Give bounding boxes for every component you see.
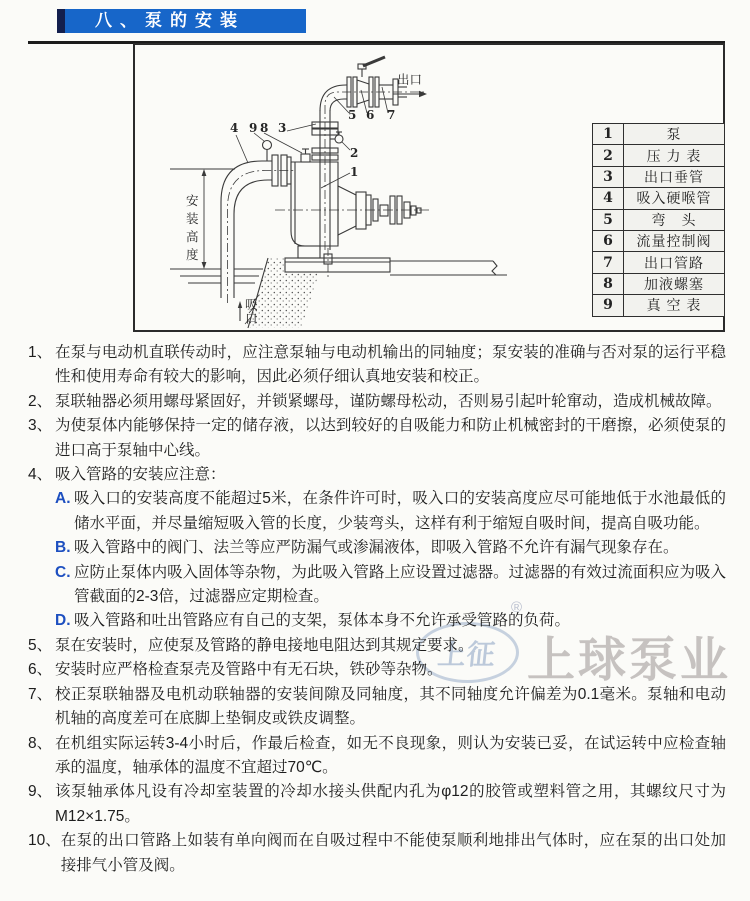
subitem-text: 吸入管路中的阀门、法兰等应严防漏气或渗漏液体，即吸入管路不允许有漏气现象存在。 [74,539,679,557]
callout-4: 4 [230,121,239,135]
part-no: 4 [593,188,624,209]
part-name: 泵 [624,124,725,145]
callout-2: 2 [350,146,359,160]
item-number: 4、 [28,466,53,484]
parts-table-row [593,273,725,294]
item-text: 校正泵联轴器及电机动联轴器的安装间隙及同轴度，其不同轴度允许偏差为0.1毫米。泵轴和电动机轴的高度差可在底脚上垫铜皮或铁皮调整。 [55,685,726,728]
callout-5: 5 [348,108,357,122]
section-title-bar [57,9,306,33]
item-number: 2、 [28,392,53,410]
callout-6: 6 [366,108,375,122]
item-number: 7、 [28,685,53,703]
item-number: 1、 [28,344,53,361]
item-text: 在泵的出口管路上如装有单向阀而在自吸过程中不能使泵顺利地排出气体时，应在泵的出口处加接排气小管及阀。 [60,832,726,874]
parts-table-row [593,188,725,209]
part-name: 吸入硬喉管 [624,188,725,209]
install-height-dimension [170,169,235,269]
subitem-letter: D. [55,612,71,630]
instruction-subitem [55,487,726,536]
parts-table [592,123,725,317]
instruction-item [28,341,726,390]
suction-arrow [238,301,242,321]
part-no: 6 [593,230,624,251]
parts-table-row [593,124,725,145]
item-number: 10、 [28,832,61,850]
part-no: 5 [593,209,624,230]
instruction-list [28,341,726,878]
watermark-badge-text: 上征 [436,638,498,670]
item-text: 泵联轴器必须用螺母紧固好，并锁紧螺母，谨防螺母松动，否则易引起叶轮窜动，造成机械故障。 [55,392,722,410]
part-name: 出口垂管 [624,166,725,187]
part-no: 1 [593,124,624,145]
callout-7: 7 [387,108,396,122]
item-text: 该泵轴承体凡设有冷却室装置的冷却水接头供配内孔为φ12的胶管或塑料管之用，其螺纹尺寸为M12×1.75。 [55,783,726,825]
callout-1: 1 [350,165,359,179]
height-label-char4: 度 [186,248,199,262]
registered-mark-icon: ® [511,599,523,616]
instruction-subitem [55,536,726,560]
height-label-char2: 装 [186,212,199,226]
part-no: 2 [593,145,624,166]
item-number: 5、 [28,636,53,654]
item-number: 6、 [28,661,53,679]
subitem-text: 应防止泵体内吸入固体等杂物，为此吸入管路上应设置过滤器。过滤器的有效过流面积应为吸入管截面的2-3倍，过滤器应定期检查。 [74,563,726,606]
instruction-item [28,390,726,414]
part-name: 出口管路 [624,252,725,273]
title-bar-edge [57,9,65,33]
parts-table-row [593,209,725,230]
gauges [263,132,344,161]
watermark-company-name: 上球泵业 [527,634,732,687]
part-name: 压 力 表 [624,145,725,166]
item-number: 8、 [28,734,53,752]
subitem-letter: B. [55,539,71,557]
part-name: 真 空 表 [624,295,725,316]
parts-table-row [593,166,725,187]
instruction-item [28,414,726,463]
item-text: 在泵与电动机直联传动时，应注意泵轴与电动机输出的同轴度；泵安装的准确与否对泵的运行平稳性和使用寿命有较大的影响，因此必须仔细认真地安装和校正。 [55,344,726,386]
part-no: 3 [593,166,624,187]
installation-diagram [133,43,725,332]
part-name: 弯 头 [624,209,725,230]
part-name: 流量控制阀 [624,230,725,251]
suction-label-char1: 吸 [245,298,258,312]
instruction-item [28,732,726,781]
parts-table-row [593,252,725,273]
subitem-text: 吸入管路和吐出管路应有自己的支架，泵体本身不允许承受管路的负荷。 [74,612,571,630]
callout-leaders [236,87,388,188]
suction-label-char2: 口 [245,312,258,326]
subitem-text: 吸入口的安装高度不能超过5米，在条件许可时，吸入口的安装高度应尽可能地低于水池最低的储水平面，并尽量缩短吸入管的长度，少装弯头，这样有利于缩短自吸时间，提高自吸功能。 [74,490,726,532]
callout-3: 3 [278,121,287,135]
instruction-item [28,658,726,682]
item-text: 吸入管路的安装应注意： [55,466,226,484]
instruction-item [28,780,726,829]
outlet-label: 出口 [397,73,423,87]
part-no: 7 [593,252,624,273]
base-foundation [245,248,507,328]
instruction-item [28,634,726,658]
parts-table-row [593,230,725,251]
item-number: 9、 [28,783,53,801]
instruction-subitem [55,561,726,610]
item-text: 安装时应严格检查泵壳及管路中有无石块，铁砂等杂物。 [55,661,443,679]
item-number: 3、 [28,417,53,435]
subitem-letter: C. [55,563,71,581]
part-no: 9 [593,295,624,316]
coupling-shaft [275,195,430,225]
subitem-letter: A. [55,490,71,508]
item-text: 泵在安装时，应使泵及管路的静电接地电阻达到其规定要求。 [55,636,474,654]
part-name: 加液螺塞 [624,273,725,294]
callout-8: 8 [260,121,269,135]
height-label-char3: 高 [186,230,199,244]
height-label-char1: 安 [186,194,199,208]
part-no: 8 [593,273,624,294]
instruction-item [28,683,726,732]
instruction-item [28,463,726,487]
parts-table-row [593,145,725,166]
parts-table-row [593,295,725,316]
item-text: 为使泵体内能够保持一定的储存液，以达到较好的自吸能力和防止机械密封的干磨擦，必须使泵的进口高于泵轴中心线。 [55,417,726,459]
instruction-subitem [55,609,726,633]
instruction-item [28,829,726,878]
callout-9: 9 [249,121,258,135]
section-title: 八、泵的安装 [65,9,306,33]
item-text: 在机组实际运转3-4小时后，作最后检查，如无不良现象，则认为安装已妥，在试运转中应检查轴承的温度，轴承体的温度不宜超过70℃。 [55,734,726,776]
